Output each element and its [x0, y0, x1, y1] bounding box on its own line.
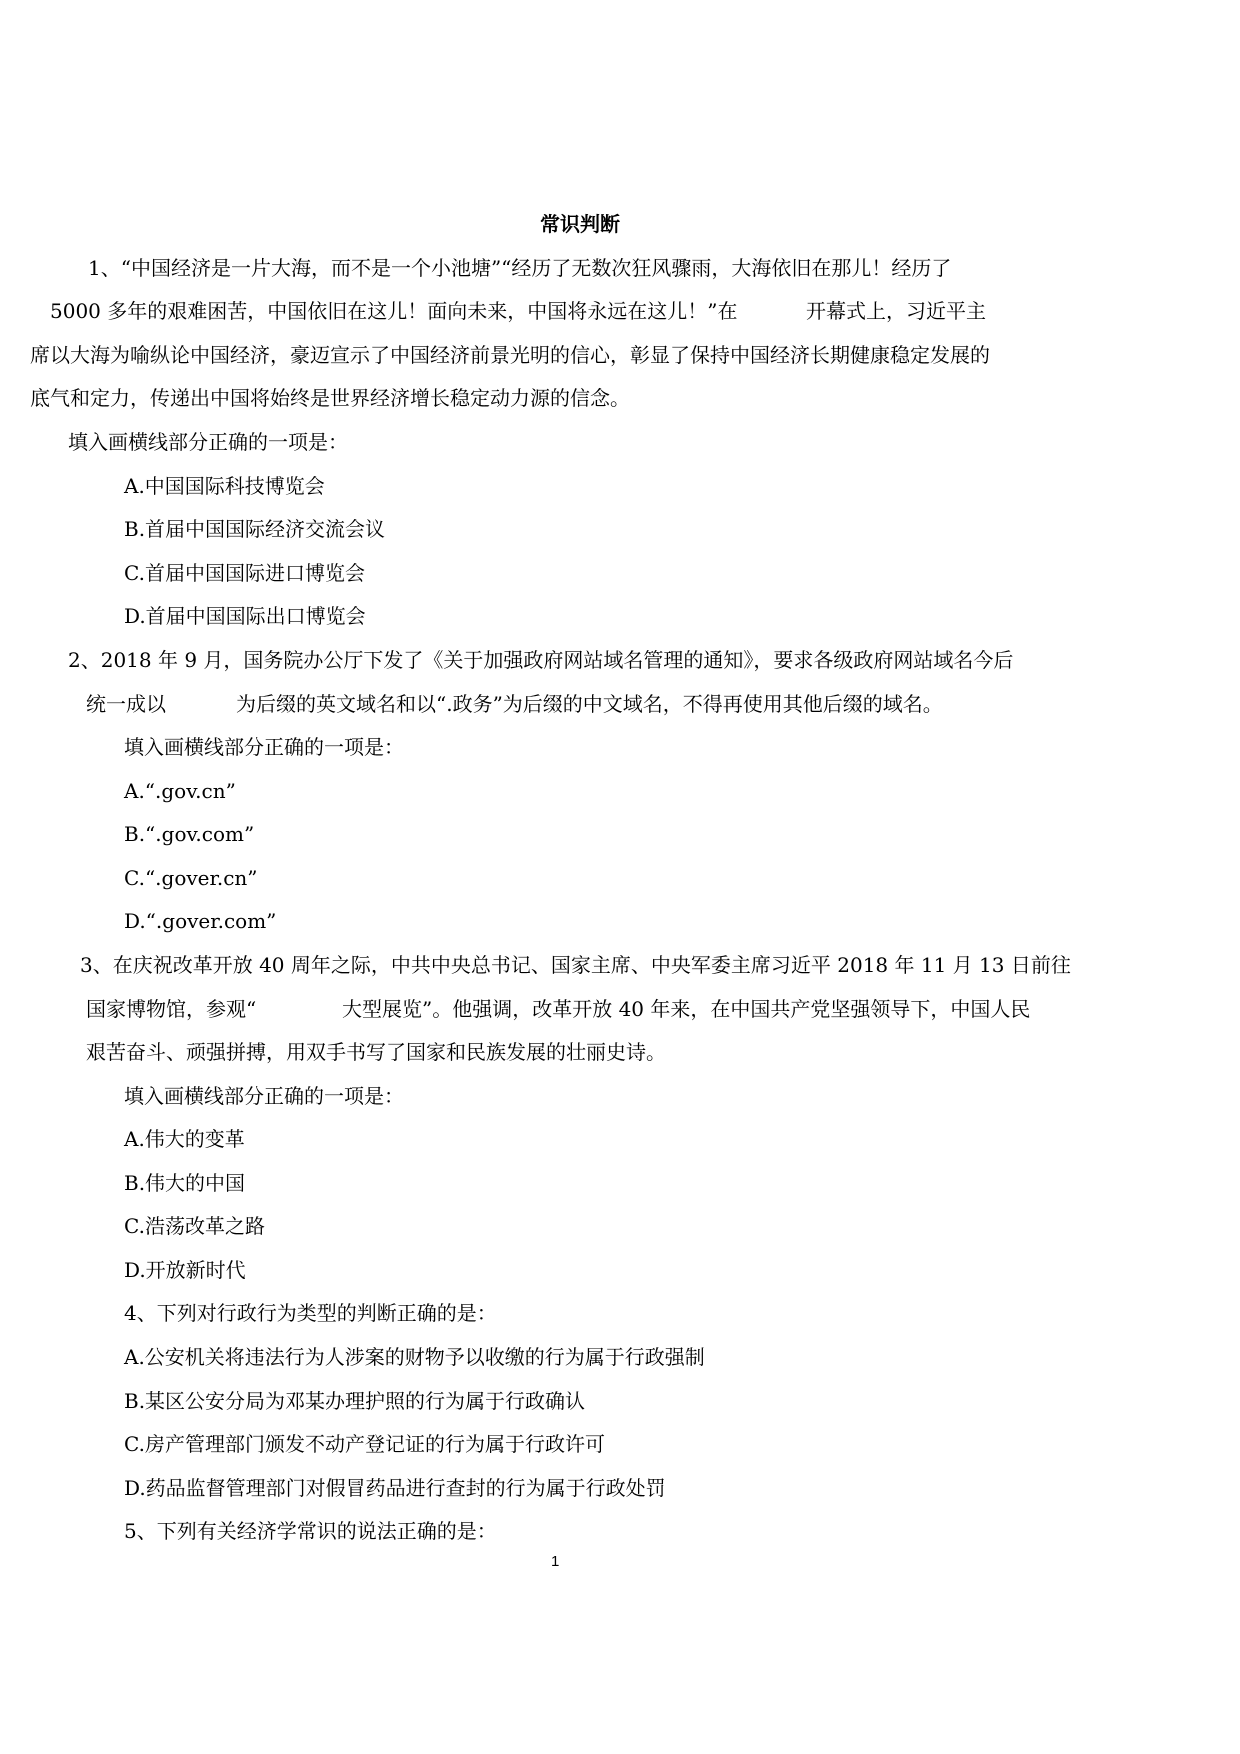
q1-stem-line-4: 底气和定力，传递出中国将始终是世界经济增长稳定动力源的信念。	[30, 386, 630, 410]
q1-option-c: C.首届中国国际进口博览会	[124, 561, 365, 585]
q3-option-c: C.浩荡改革之路	[124, 1214, 265, 1238]
q1-option-b: B.首届中国国际经济交流会议	[124, 517, 386, 541]
q3-option-b: B.伟大的中国	[124, 1171, 246, 1195]
q3-stem-line-2b: 大型展览”。他强调，改革开放 40 年来，在中国共产党坚强领导下，中国人民	[342, 997, 1031, 1021]
q2-option-d: D.“.gover.com”	[124, 909, 277, 933]
section-title: 常识判断	[540, 212, 620, 236]
q3-option-a: A.伟大的变革	[124, 1127, 245, 1151]
q1-stem-line-3: 席以大海为喻纵论中国经济，豪迈宣示了中国经济前景光明的信心，彰显了保持中国经济长期健康稳定发展的	[30, 343, 990, 367]
q3-stem-line-3: 艰苦奋斗、顽强拼搏，用双手书写了国家和民族发展的壮丽史诗。	[86, 1040, 666, 1064]
q3-prompt: 填入画横线部分正确的一项是：	[124, 1084, 404, 1108]
page-number: 1	[551, 1553, 560, 1570]
q4-option-d: D.药品监督管理部门对假冒药品进行查封的行为属于行政处罚	[124, 1476, 666, 1500]
q2-stem-line-2a: 统一成以	[86, 692, 166, 716]
q4-option-c: C.房产管理部门颁发不动产登记证的行为属于行政许可	[124, 1432, 605, 1456]
q4-stem: 4、下列对行政行为类型的判断正确的是：	[124, 1301, 497, 1325]
q2-option-c: C.“.gover.cn”	[124, 866, 258, 890]
q1-stem-line-2b: 开幕式上，习近平主	[806, 299, 986, 323]
q4-option-b: B.某区公安分局为邓某办理护照的行为属于行政确认	[124, 1389, 586, 1413]
q3-option-d: D.开放新时代	[124, 1258, 246, 1282]
q2-option-a: A.“.gov.cn”	[124, 779, 236, 803]
q2-prompt: 填入画横线部分正确的一项是：	[124, 735, 404, 759]
q3-stem-line-2a: 国家博物馆，参观“	[86, 997, 257, 1021]
q4-option-a: A.公安机关将违法行为人涉案的财物予以收缴的行为属于行政强制	[124, 1345, 705, 1369]
q1-stem-line-2a: 5000 多年的艰难困苦，中国依旧在这儿！面向未来，中国将永远在这儿！”在	[50, 299, 738, 323]
q2-stem-line-2b: 为后缀的英文域名和以“.政务”为后缀的中文域名，不得再使用其他后缀的域名。	[236, 692, 943, 716]
q2-stem-line-1: 2、2018 年 9 月，国务院办公厅下发了《关于加强政府网站域名管理的通知》，要求各级政府网站域名今后	[68, 648, 1014, 672]
q5-stem: 5、下列有关经济学常识的说法正确的是：	[124, 1519, 497, 1543]
q1-option-a: A.中国国际科技博览会	[124, 474, 325, 498]
q3-stem-line-1: 3、在庆祝改革开放 40 周年之际，中共中央总书记、国家主席、中央军委主席习近平 2018 年 11 月 13 日前往	[80, 953, 1071, 977]
q2-option-b: B.“.gov.com”	[124, 822, 255, 846]
q1-stem-line-1: 1、“中国经济是一片大海，而不是一个小池塘”“经历了无数次狂风骤雨，大海依旧在那儿！经历了	[88, 256, 952, 280]
q1-option-d: D.首届中国国际出口博览会	[124, 604, 366, 628]
q1-prompt: 填入画横线部分正确的一项是：	[68, 430, 348, 454]
